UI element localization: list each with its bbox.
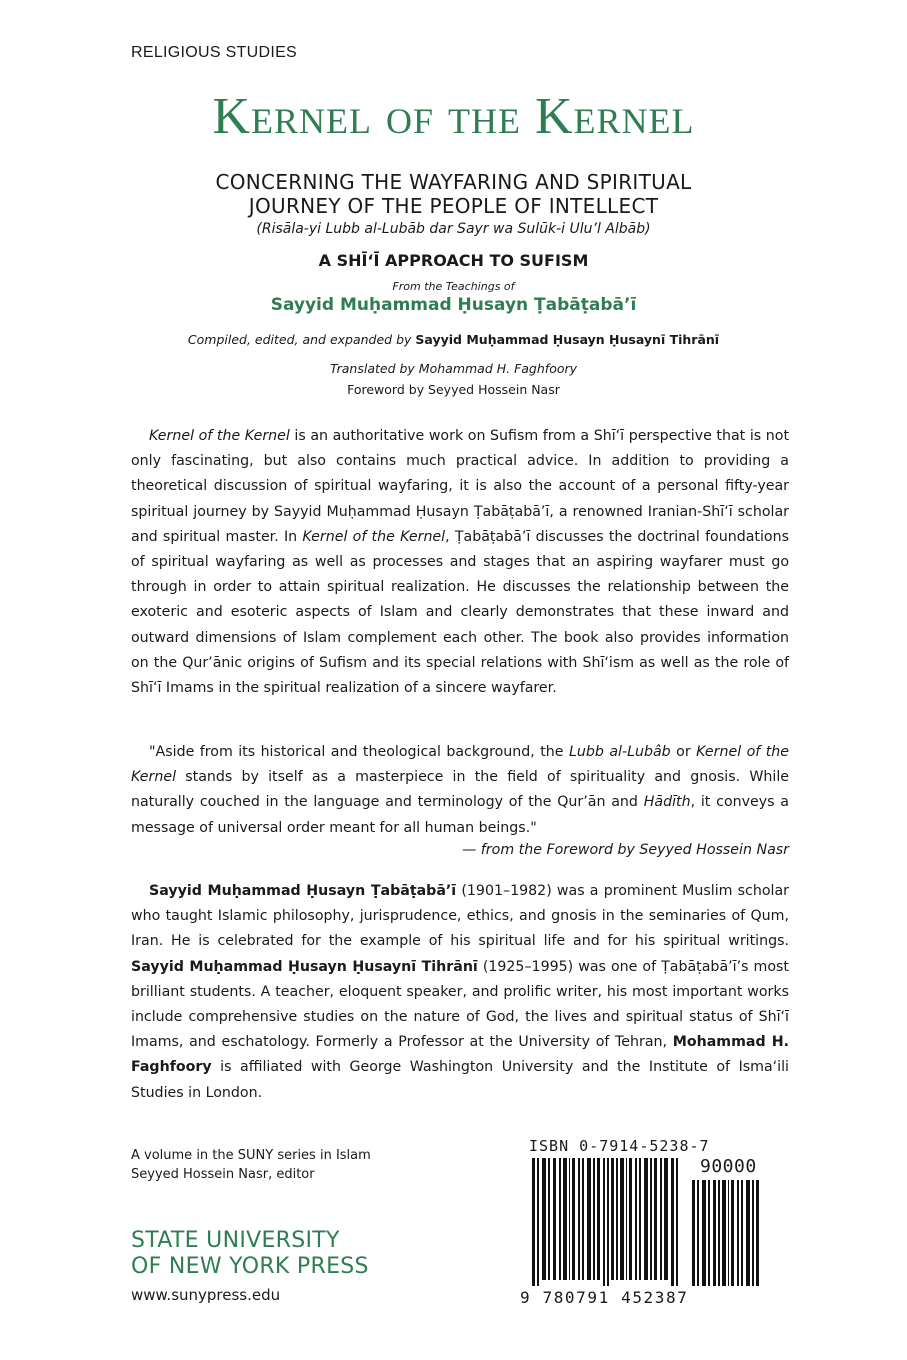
- text: is an authoritative work on Sufism from a Shī‘ī perspective that is not only fascinating, but also contains much practical advice. In addition to providing a theoretical discussion of spiritual wayfaring, it is also the account of a personal fifty-year spiritual journey by Sayyid Muḥammad Ḥusayn Ṭabāṭabā’ī, a renowned Iranian-Shī‘ī scholar and spiritual master. In: [131, 428, 790, 545]
- quote-paragraph: [131, 740, 789, 841]
- text: is affiliated with George Washington University and the Institute of Isma‘ili Studies in London.: [131, 1059, 789, 1101]
- publisher-line-1: STATE UNIVERSITY: [131, 1228, 340, 1253]
- emphasis: Kernel of the Kernel: [149, 428, 290, 444]
- isbn-text: ISBN 0-7914-5238-7: [529, 1137, 710, 1155]
- subtitle-line-1: CONCERNING THE WAYFARING AND SPIRITUAL: [215, 170, 692, 194]
- text: , Ṭabāṭabā’ī discusses the doctrinal foundations of spiritual wayfaring as well as processes and stages that an aspiring wayfarer must go through in order to attain spiritual realization. He discusses the relationship between the exoteric and esoteric aspects of Islam and clearly demonstrates that these inward and outward dimensions of Islam complement each other. The book also provides information on the Qur’ānic origins of Sufism and its special relations with Shī‘ism as well as the role of Shī‘ī Imams in the spiritual realization of a sincere wayfarer.: [131, 528, 789, 697]
- text: "Aside from its historical and theological background, the: [149, 744, 569, 760]
- bold-name: Mohammad H. Faghfoory: [131, 1034, 789, 1076]
- text: stands by itself as a masterpiece in the field of spirituality and gnosis. While naturally couched in the language and terminology of the Qur’ān and: [131, 769, 789, 811]
- emphasis: Kernel of the Kernel: [131, 744, 789, 786]
- text: (1925–1995) was one of Ṭabāṭabā’ī’s most brilliant students. A teacher, eloquent speaker, and prolific writer, his most important works include comprehensive studies on the nature of God, the lives and spiritual status of Shī‘ī Imams, and eschatology. Formerly a Professor at the University of Tehran,: [131, 958, 789, 1051]
- original-title: (Risāla-yi Lubb al-Lubāb dar Sayr wa Sulūk-i Ulu’l Albāb): [256, 221, 651, 237]
- barcode-number: 9 780791 452387: [520, 1288, 689, 1307]
- publisher-url: www.sunypress.edu: [131, 1286, 281, 1304]
- foreword-by: Foreword by Seyyed Hossein Nasr: [347, 382, 560, 397]
- approach-heading: A SHĪ‘Ī APPROACH TO SUFISM: [318, 251, 589, 270]
- subtitle: [0, 170, 907, 218]
- emphasis: Hādīth: [643, 794, 691, 811]
- text: , it conveys a message of universal order meant for all human beings.": [131, 794, 789, 836]
- compiled-by: [0, 332, 907, 347]
- from-teachings: From the Teachings of: [392, 280, 515, 293]
- publisher-name: [131, 1228, 369, 1280]
- text: or: [670, 744, 697, 760]
- compiled-prefix: Compiled, edited, and expanded by: [187, 332, 412, 347]
- series-info: [131, 1146, 371, 1184]
- bold-name: Sayyid Muḥammad Ḥusayn Ṭabāṭabā’ī: [149, 883, 457, 899]
- bold-name: Sayyid Muḥammad Ḥusayn Ḥusaynī Tihrānī: [131, 958, 478, 975]
- translated-by: Translated by Mohammad H. Faghfoory: [329, 361, 578, 376]
- compiler-name: Sayyid Muḥammad Ḥusayn Ḥusaynī Tihrānī: [415, 332, 720, 347]
- price-code: 90000: [700, 1156, 757, 1177]
- category-label: RELIGIOUS STUDIES: [131, 44, 298, 61]
- series-line-2: Seyyed Hossein Nasr, editor: [131, 1167, 315, 1182]
- bio-paragraph: [131, 879, 789, 1106]
- text: (1901–1982) was a prominent Muslim scholar who taught Islamic philosophy, jurisprudence, ethics, and gnosis in the seminaries of Qum, Iran. He is celebrated for the example of his spiritual life and for his spiritual writings.: [131, 883, 789, 950]
- description-paragraph: [131, 424, 789, 701]
- publisher-line-2: OF NEW YORK PRESS: [131, 1254, 369, 1279]
- quote-attribution: — from the Foreword by Seyyed Hossein Nasr: [462, 842, 789, 858]
- subtitle-line-2: JOURNEY OF THE PEOPLE OF INTELLECT: [248, 194, 659, 218]
- barcode: [532, 1158, 782, 1288]
- emphasis: Lubb al-Lubâb: [568, 744, 671, 760]
- series-line-1: A volume in the SUNY series in Islam: [131, 1148, 371, 1163]
- emphasis: Kernel of the Kernel: [302, 528, 446, 545]
- book-title: Kernel of the Kernel: [212, 88, 695, 145]
- author-name: Sayyid Muḥammad Ḥusayn Ṭabāṭabā’ī: [270, 295, 637, 315]
